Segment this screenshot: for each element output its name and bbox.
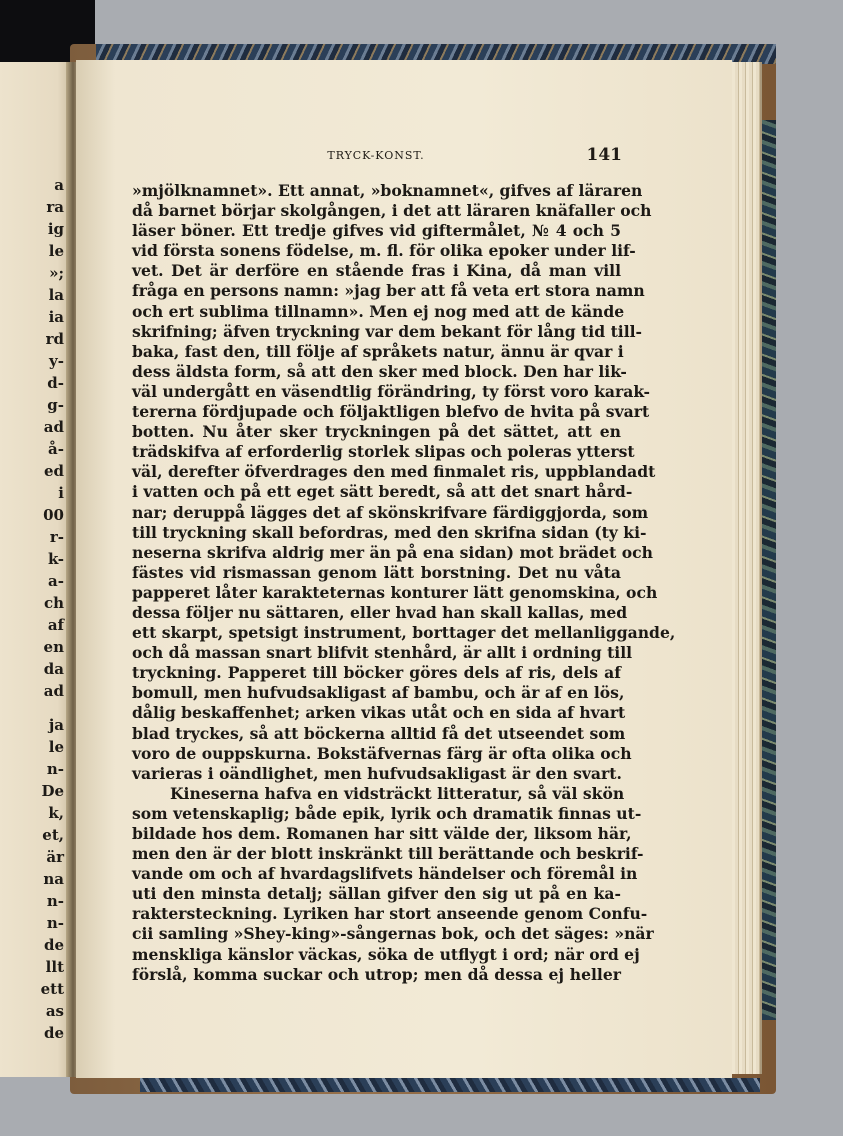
fragment-line: å-: [48, 440, 64, 458]
fragment-line: a: [54, 176, 64, 194]
text-line: papperet låter karakteternas konturer lätt genomskina, och: [132, 582, 658, 602]
fragment-line: a-: [48, 572, 64, 590]
fragment-line: da: [43, 660, 64, 678]
fragment-line: ra: [46, 198, 64, 216]
text-line: trädskifva af erforderlig storlek slipas och poleras ytterst: [132, 442, 635, 462]
text-line: fästes vid rismassan genom lätt borstning. Det nu våta: [132, 562, 621, 582]
text-line: botten. Nu åter sker tryckningen på det sättet, att en: [132, 422, 621, 442]
fragment-line: et,: [42, 826, 64, 844]
fragment-line: ed: [43, 462, 64, 480]
text-line: skrifning; äfven tryckning var dem bekant för lång tid till-: [132, 321, 643, 341]
page-header: [131, 147, 621, 167]
text-line: uti den minsta detalj; sällan gifver den sig ut på en ka-: [132, 884, 621, 904]
fragment-line: »;: [49, 264, 64, 282]
fragment-line: k,: [48, 804, 64, 822]
text-line: väl undergått en väsendtlig förändring, ty först voro karak-: [132, 381, 650, 401]
fragment-line: r-: [49, 528, 64, 546]
fragment-line: en: [43, 638, 64, 656]
text-line: Kineserna hafva en vidsträckt litteratur, så väl skön: [170, 783, 625, 803]
page-block-edges: [728, 62, 762, 1074]
text-line: »mjölknamnet». Ett annat, »boknamnet«, gifves af läraren: [132, 181, 643, 200]
fragment-line: le: [48, 242, 64, 260]
fragment-line: le: [48, 738, 64, 756]
text-line: dålig beskaffenhet; arken vikas utåt och en sida af hvart: [132, 703, 626, 723]
fragment-line: de: [43, 936, 64, 954]
text-line: som vetenskaplig; både epik, lyrik och dramatik finnas ut-: [132, 803, 642, 823]
text-line: tererna fördjupade och följaktligen blefvo de hvita på svart: [132, 402, 650, 422]
fragment-line: na: [43, 870, 64, 888]
fragment-line: ad: [43, 682, 64, 700]
fragment-line: ad: [43, 418, 64, 436]
fragment-line: as: [45, 1002, 64, 1020]
fragment-line: rd: [45, 330, 64, 348]
text-line: bomull, men hufvudsakligast af bambu, och är af en lös,: [132, 683, 625, 703]
text-line: neserna skrifva aldrig mer än på ena sidan) mot brädet och: [132, 542, 653, 562]
left-page: [0, 62, 72, 1077]
text-line: och ert sublima tillnamn». Men ej nog med att de kände: [132, 301, 625, 321]
fragment-line: är: [46, 848, 64, 866]
text-line: baka, fast den, till följe af språkets natur, ännu är qvar i: [132, 341, 624, 361]
fragment-line: ch: [43, 594, 64, 612]
page-number: 141: [586, 145, 622, 165]
marbled-edge-right: [760, 120, 776, 1020]
fragment-line: n-: [46, 914, 64, 932]
text-line: vande om och af hvardagslifvets händelser och föremål in: [132, 864, 638, 884]
fragment-line: n-: [46, 760, 64, 778]
text-line: väl, derefter öfverdrages den med finmalet ris, uppblandadt: [132, 462, 656, 482]
fragment-line: la: [48, 286, 64, 304]
text-line: ett skarpt, spetsigt instrument, borttager det mellanliggande,: [132, 623, 676, 643]
left-page-fragments: [41, 174, 64, 1044]
fragment-line: ett: [40, 980, 64, 998]
fragment-line: af: [47, 616, 64, 634]
fragment-line: ja: [48, 716, 64, 734]
fragment-line: de: [43, 1024, 64, 1042]
text-line: läser böner. Ett tredje gifves vid giftermålet, № 4 och 5: [132, 221, 621, 241]
text-line: till tryckning skall befordras, med den skrifna sidan (ty ki-: [132, 522, 647, 542]
text-line: tryckning. Papperet till böcker göres dels af ris, dels af: [132, 663, 621, 683]
text-line: voro de ouppskurna. Bokstäfvernas färg är ofta olika och: [132, 743, 632, 763]
fragment-line: i: [58, 484, 64, 502]
text-line: och då massan snart blifvit stenhård, är allt i ordning till: [132, 643, 633, 663]
text-line: varieras i oändlighet, men hufvudsakligast är den svart.: [132, 763, 622, 783]
text-line: nar; deruppå lägges det af skönskrifvare färdiggjorda, som: [132, 502, 649, 522]
fragment-line: n-: [46, 892, 64, 910]
fragment-line: k-: [47, 550, 64, 568]
fragment-line: ia: [48, 308, 64, 326]
text-line: fråga en persons namn: »jag ber att få veta ert stora namn: [132, 281, 645, 301]
text-line: bildade hos dem. Romanen har sitt välde der, liksom här,: [132, 824, 632, 843]
running-title: TRYCK-KONST.: [327, 149, 425, 162]
text-line: vet. Det är derföre en stående fras i Kina, då man vill: [132, 261, 621, 281]
text-line: cii samling »Shey-king»-sångernas bok, och det säges: »när: [132, 924, 654, 944]
fragment-line: ig: [47, 220, 64, 238]
fragment-line: g-: [47, 396, 64, 414]
fragment-line: De: [41, 782, 64, 800]
text-line: dessa följer nu sättaren, eller hvad han skall kallas, med: [132, 602, 628, 622]
text-line: men den är der blott inskränkt till berättande och beskrif-: [132, 844, 644, 864]
text-line: blad tryckes, så att böckerna alltid få det utseendet som: [132, 723, 626, 743]
text-line: raktersteckning. Lyriken har stort anseende genom Confu-: [132, 904, 648, 924]
fragment-line: llt: [45, 958, 64, 976]
fragment-line: d-: [47, 374, 64, 392]
text-line: vid första sonens födelse, m. fl. för olika epoker under lif-: [132, 241, 636, 261]
text-line: då barnet börjar skolgången, i det att läraren knäfaller och: [132, 201, 652, 221]
text-line: menskliga känslor väckas, söka de utflygt i ord; när ord ej: [132, 944, 640, 964]
marbled-edge-bottom: [140, 1078, 760, 1092]
text-line: i vatten och på ett eget sätt beredt, så att det snart hård-: [132, 482, 633, 502]
text-line: dess äldsta form, så att den sker med block. Den har lik-: [132, 361, 627, 381]
fragment-line: 00: [43, 506, 64, 524]
text-line: förslå, komma suckar och utrop; men då dessa ej heller: [132, 964, 621, 984]
body-text: [132, 181, 676, 985]
fragment-line: y-: [49, 352, 64, 370]
